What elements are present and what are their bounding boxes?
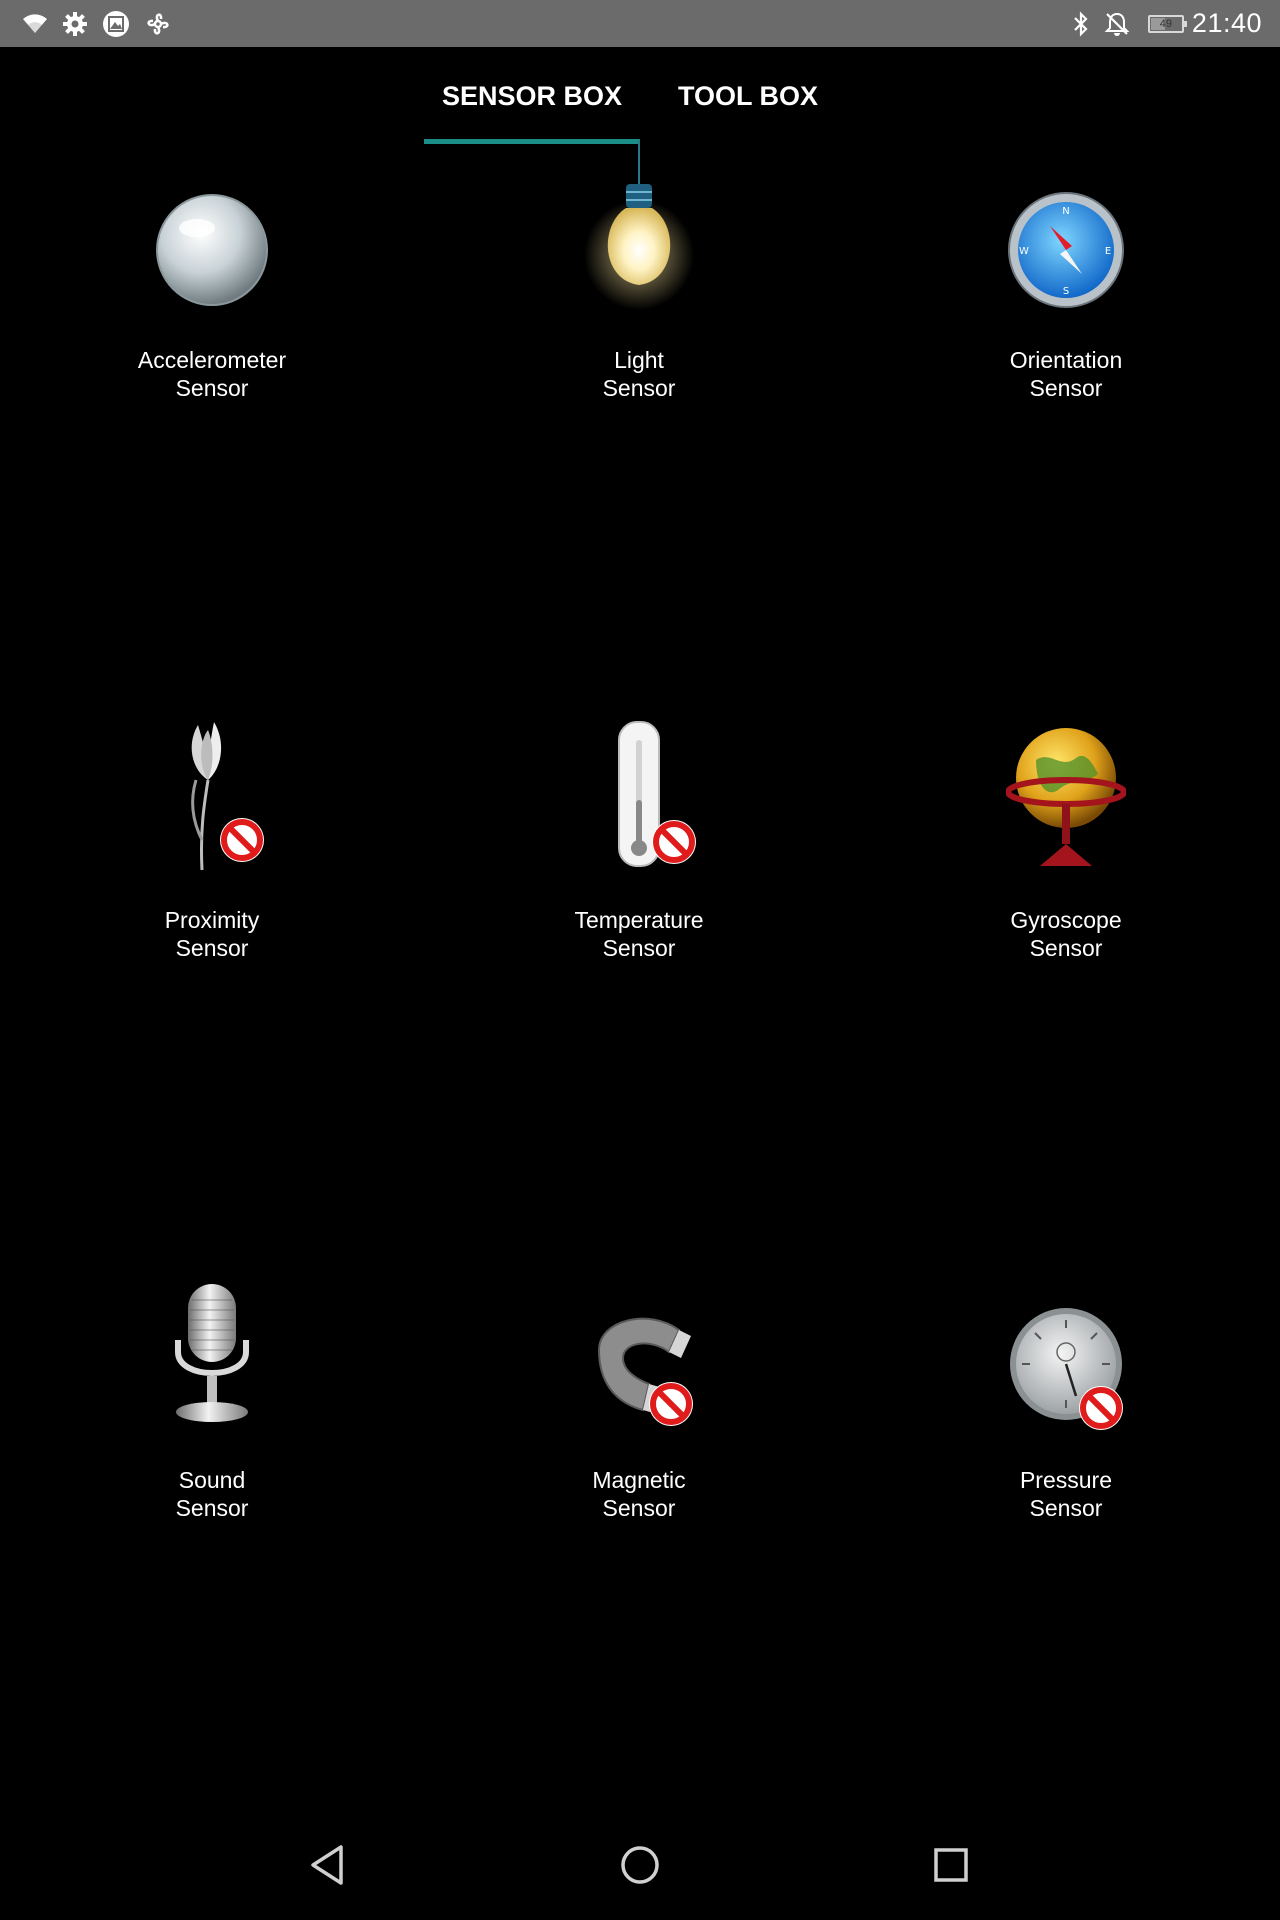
recents-icon (931, 1845, 971, 1885)
battery-level: 49 (1159, 17, 1173, 30)
status-right-icons (1058, 8, 1262, 39)
sensor-label: Temperature Sensor (574, 907, 704, 961)
back-icon (307, 1843, 347, 1887)
flower-icon (142, 720, 282, 870)
svg-text:N: N (1062, 206, 1070, 217)
sensor-tile-accelerometer[interactable] (52, 160, 372, 460)
sensor-label: Gyroscope Sensor (1010, 907, 1122, 961)
notifications-off-icon (1104, 11, 1130, 37)
sensor-tile-pressure[interactable] (906, 1280, 1226, 1580)
sphere-icon (142, 160, 282, 310)
sensor-tile-proximity[interactable] (52, 720, 372, 1020)
magnet-icon (569, 1280, 709, 1430)
wifi-icon (22, 13, 48, 35)
recents-button[interactable] (916, 1830, 986, 1900)
tab-bar (0, 47, 1280, 145)
thermometer-icon (569, 720, 709, 870)
sensor-label: Magnetic Sensor (592, 1467, 686, 1521)
sensor-tile-temperature[interactable] (479, 720, 799, 1020)
compass-icon (996, 160, 1136, 310)
sensor-label: Accelerometer Sensor (137, 347, 287, 401)
navigation-bar (0, 1810, 1280, 1920)
sensor-label: Sound Sensor (175, 1467, 249, 1521)
home-button[interactable] (605, 1830, 675, 1900)
tab-tool-box[interactable]: TOOL BOX (677, 80, 819, 111)
unavailable-badge (649, 1382, 693, 1426)
tab-sensor-box[interactable]: SENSOR BOX (441, 80, 623, 111)
svg-text:S: S (1062, 286, 1070, 297)
sensor-label: Orientation Sensor (1009, 347, 1123, 401)
svg-text:W: W (1019, 246, 1029, 257)
microphone-icon (142, 1280, 282, 1430)
bluetooth-icon (1072, 11, 1090, 37)
settings-icon (62, 11, 88, 37)
unavailable-badge (1079, 1386, 1123, 1430)
back-button[interactable] (292, 1830, 362, 1900)
sensor-label: Proximity Sensor (164, 907, 260, 961)
home-icon (618, 1843, 662, 1887)
unavailable-badge (220, 818, 264, 862)
svg-text:E: E (1104, 246, 1112, 257)
status-bar (0, 0, 1280, 47)
image-icon (102, 10, 130, 38)
barometer-icon (996, 1280, 1136, 1430)
unavailable-badge (652, 820, 696, 864)
sensor-label: Pressure Sensor (1019, 1467, 1113, 1521)
sensor-tile-magnetic[interactable] (479, 1280, 799, 1580)
sensor-tile-orientation[interactable] (906, 160, 1226, 460)
globe-icon (996, 720, 1136, 870)
sensor-tile-sound[interactable] (52, 1280, 372, 1580)
sensor-tile-light[interactable] (479, 160, 799, 460)
clock: 21:40 (1191, 8, 1262, 38)
sensor-label: Light Sensor (602, 347, 676, 401)
battery-indicator (1148, 15, 1184, 33)
fan-icon (144, 10, 172, 38)
light-bulb-icon (569, 160, 709, 310)
status-left-icons (22, 10, 186, 38)
sensor-tile-gyroscope[interactable] (906, 720, 1226, 1020)
